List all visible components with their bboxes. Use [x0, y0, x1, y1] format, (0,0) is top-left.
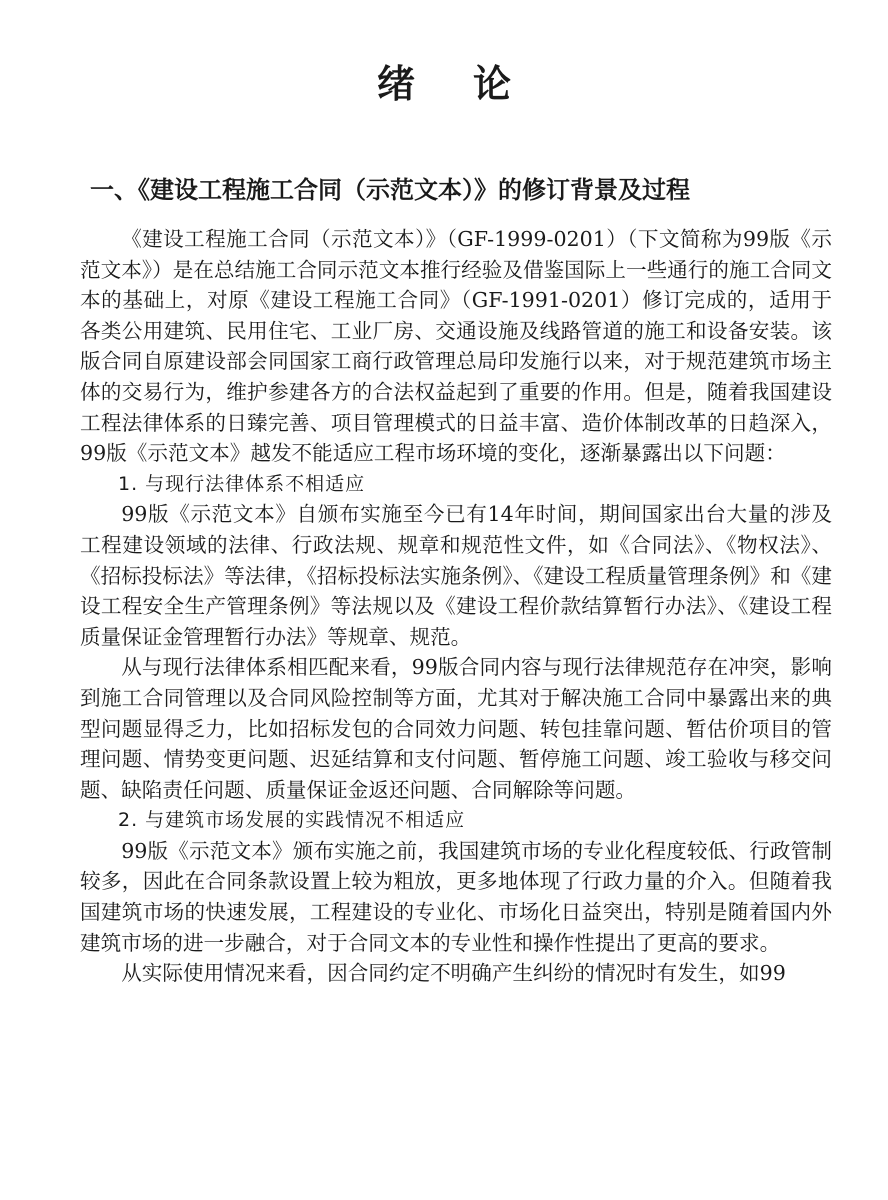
section-heading: 一、《建设工程施工合同（示范文本）》的修订背景及过程	[90, 176, 690, 204]
paragraph-usage-disputes: 从实际使用情况来看，因合同约定不明确产生纠纷的情况时有发生，如99	[121, 961, 786, 986]
paragraph-legal-changes: 99版《示范文本》自颁布实施至今已有14年时间，期间国家出台大量的涉及工程建设领域的法律、行政法规、规章和规范性文件，如《合同法》、《物权法》、《招标投标法》等法律，《招标投标法实施条例》、《建设工程质量管理条例》和《建设工程安全生产管理条例》等法规以及《建设工程价款结算暂行办法》、《建设工程质量保证金管理暂行办法》等规章、规范。	[80, 502, 832, 649]
item-heading-legal-system: 1. 与现行法律体系不相适应	[118, 472, 366, 495]
paragraph-background: 《建设工程施工合同（示范文本）》（GF-1999-0201）（下文简称为99版《示范文本》）是在总结施工合同示范文本推行经验及借鉴国际上一些通行的施工合同文本的基础上，对原《建设工程施工合同》（GF-1991-0201）修订完成的，适用于各类公用建筑、民用住宅、工业厂房、交通设施及线路管道的施工和设备安装。该版合同自原建设部会同国家工商行政管理总局印发施行以来，对于规范建筑市场主体的交易行为，维护参建各方的合法权益起到了重要的作用。但是，随着我国建设工程法律体系的日臻完善、项目管理模式的日益丰富、造价体制改革的日趋深入，99版《示范文本》越发不能适应工程市场环境的变化，逐渐暴露出以下问题：	[80, 227, 832, 466]
chapter-title: 绪论	[376, 62, 569, 106]
body-text	[80, 224, 832, 989]
paragraph-market-development: 99版《示范文本》颁布实施之前，我国建筑市场的专业化程度较低、行政管制较多，因此在合同条款设置上较为粗放，更多地体现了行政力量的介入。但随着我国建筑市场的快速发展，工程建设的专业化、市场化日益突出，特别是随着国内外建筑市场的进一步融合，对于合同文本的专业性和操作性提出了更高的要求。	[80, 838, 832, 955]
item-heading-market-practice: 2. 与建筑市场发展的实践情况不相适应	[118, 809, 466, 832]
paragraph-legal-conflicts: 从与现行法律体系相匹配来看，99版合同内容与现行法律规范存在冲突，影响到施工合同管理以及合同风险控制等方面，尤其对于解决施工合同中暴露出来的典型问题显得乏力，比如招标发包的合同效力问题、转包挂靠问题、暂估价项目的管理问题、情势变更问题、迟延结算和支付问题、暂停施工问题、竣工验收与移交问题、缺陷责任问题、质量保证金返还问题、合同解除等问题。	[80, 655, 832, 802]
